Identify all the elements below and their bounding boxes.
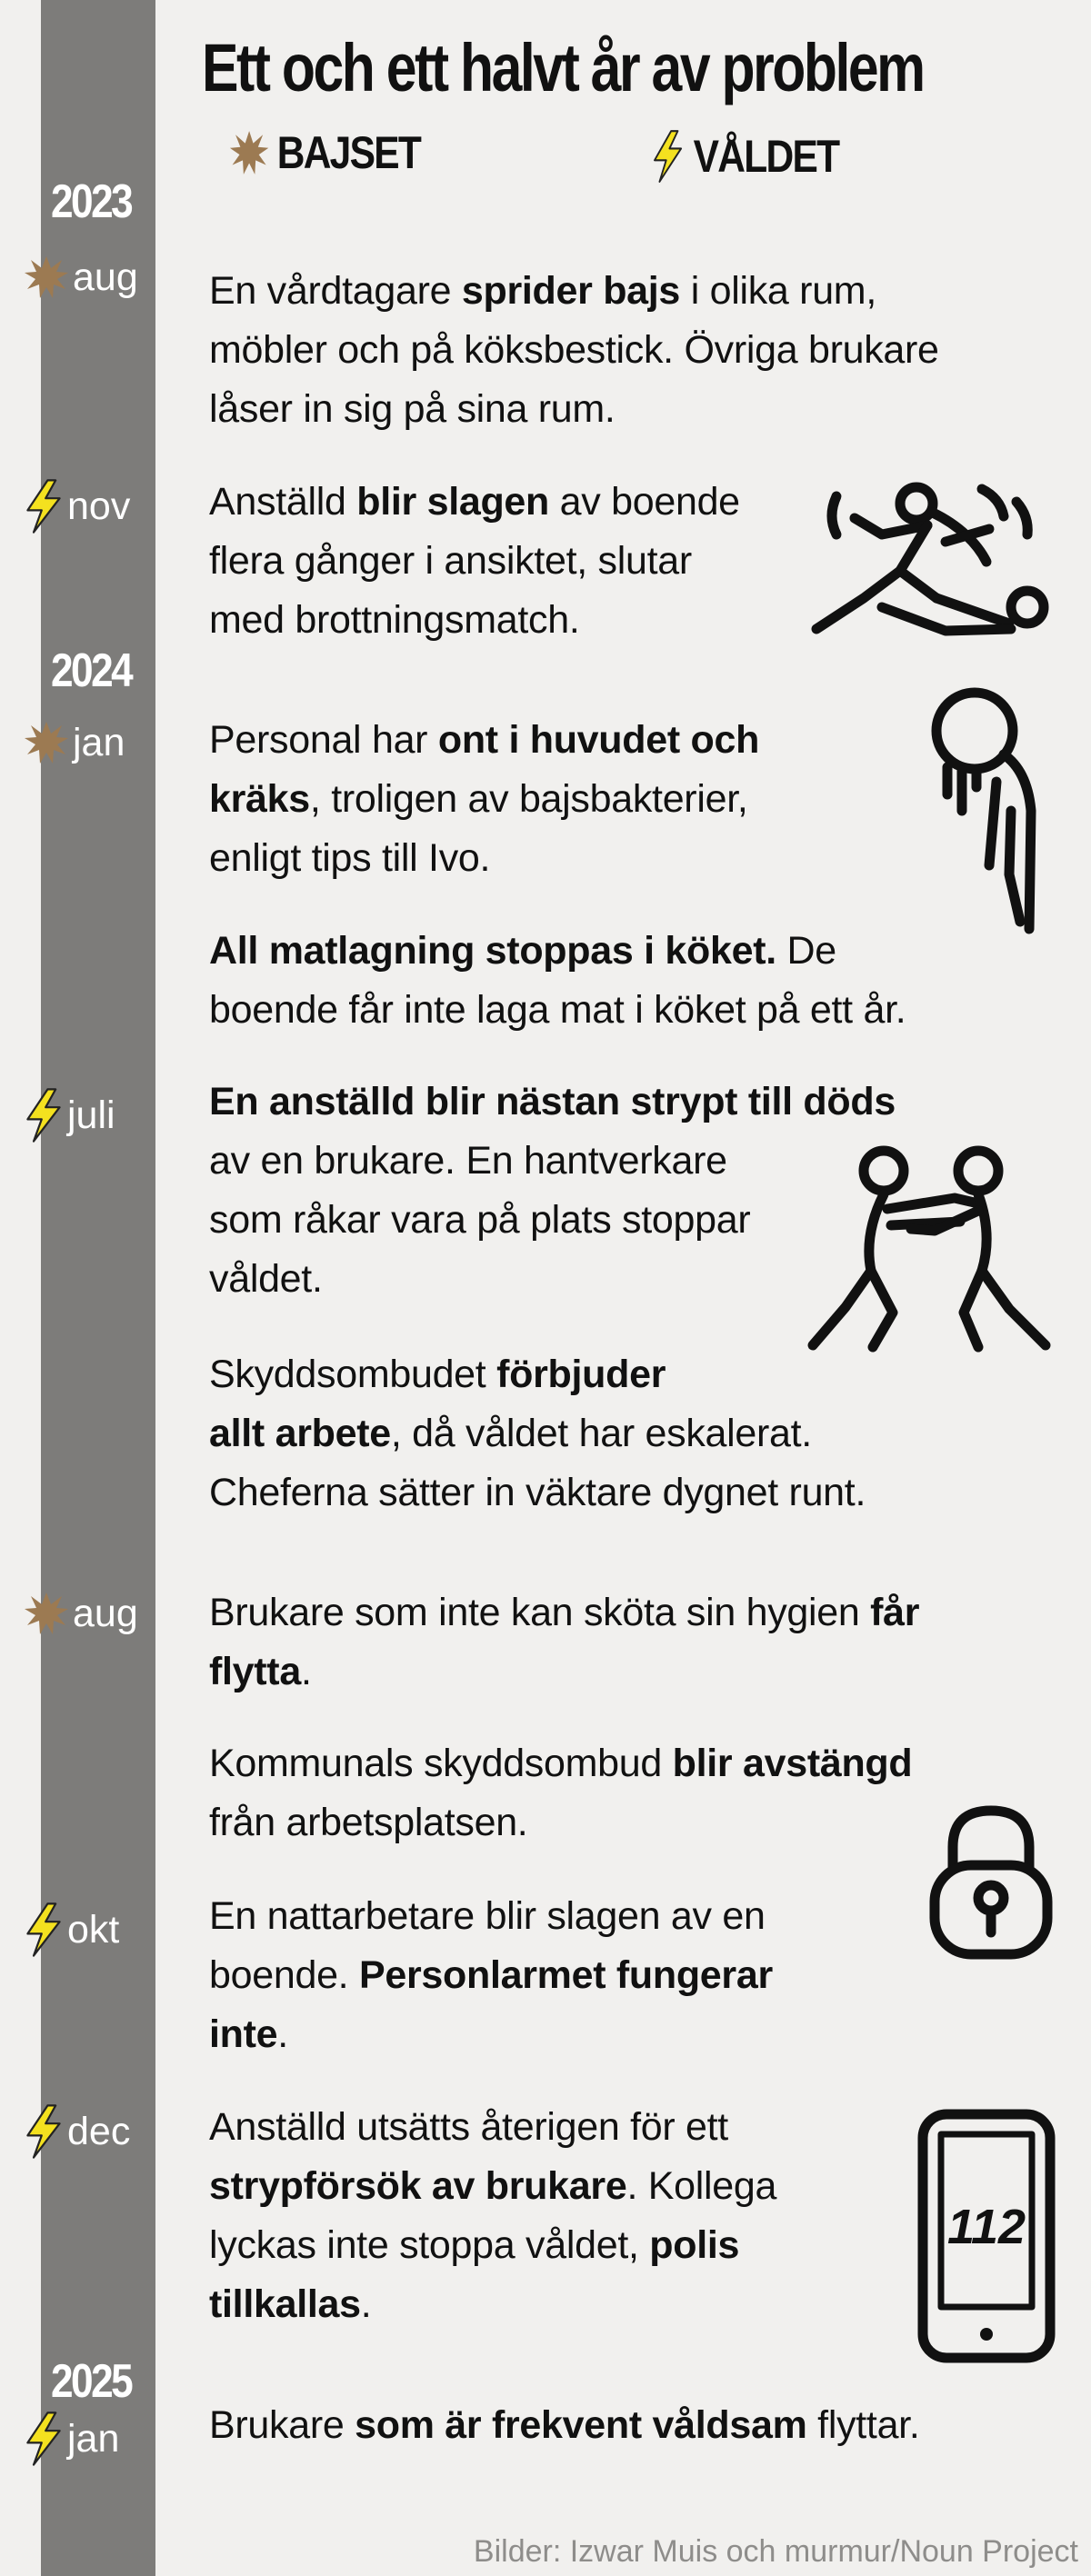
entry-hygiene-move: Brukare som inte kan sköta sin hygien får flytta.	[209, 1591, 920, 1693]
month-label: aug	[73, 255, 138, 299]
fight-icon	[800, 471, 1055, 644]
month-marker-aug-2024	[24, 1591, 138, 1636]
entry-violent-user-moves: Brukare som är frekvent våldsam flyttar.	[209, 2403, 920, 2447]
entry-poop-spread: En vårdtagare sprider bajs i olika rum, möbler och på köksbestick. Övriga brukare låser in sig på sina rum.	[209, 269, 939, 431]
year-2025: 2025	[51, 2355, 132, 2408]
month-label: aug	[73, 1591, 138, 1635]
month-marker-jan-2025	[24, 2411, 119, 2467]
lightning-icon	[24, 2103, 64, 2160]
lightning-icon	[24, 1087, 64, 1143]
phone-number-text: 112	[946, 2200, 1026, 2254]
legend-violence-label: VÅLDET	[693, 131, 839, 182]
poop-splat-icon	[24, 720, 69, 765]
month-marker-dec-2024	[24, 2103, 130, 2160]
legend-poop	[229, 129, 420, 176]
month-label: juli	[67, 1093, 115, 1137]
month-marker-aug-2023	[24, 255, 138, 300]
month-label: nov	[67, 484, 131, 528]
month-label: jan	[67, 2416, 120, 2461]
poop-splat-icon	[229, 129, 269, 176]
image-credit: Bilder: Izwar Muis och murmur/Noun Project	[473, 2534, 1078, 2569]
padlock-icon	[927, 1803, 1055, 1960]
legend-poop-label: BAJSET	[276, 127, 421, 178]
month-marker-okt-2024	[24, 1902, 119, 1958]
page-title: Ett och ett halvt år av problem	[202, 30, 924, 105]
month-marker-nov-2023	[24, 478, 130, 534]
month-label: okt	[67, 1907, 120, 1952]
entry-cooking-stopped: All matlagning stoppas i köket. De boende får inte laga mat i köket på ett år.	[209, 929, 906, 1032]
lightning-icon	[24, 2411, 64, 2467]
year-2024: 2024	[51, 644, 132, 697]
month-marker-jan-2024	[24, 720, 125, 765]
month-marker-juli-2024	[24, 1087, 115, 1143]
phone-icon	[914, 2107, 1059, 2365]
entry-staff-sick: Personal har ont i huvudet och kräks, troligen av bajsbakterier, enligt tips till Ivo.	[209, 718, 760, 880]
entry-night-worker-beaten: En nattarbetare blir slagen av en boende. Personlarmet fungerar inte.	[209, 1894, 773, 2056]
entry-staff-beaten: Anställd blir slagen av boende flera gånger i ansiktet, slutar med brottningsmatch.	[209, 480, 740, 642]
month-label: jan	[73, 720, 125, 764]
lightning-icon	[650, 129, 686, 184]
month-label: dec	[67, 2109, 131, 2153]
lightning-icon	[24, 1902, 64, 1958]
lightning-icon	[24, 478, 64, 534]
sick-person-icon	[920, 684, 1056, 938]
strangle-icon	[800, 1143, 1064, 1354]
timeline-rail	[41, 0, 155, 2576]
poop-splat-icon	[24, 1591, 69, 1636]
poop-splat-icon	[24, 255, 69, 300]
year-2023: 2023	[51, 175, 132, 228]
entry-strangle-attempt: Anställd utsätts återigen för ett strypförsök av brukare. Kollega lyckas inte stoppa våldet, polis tillkallas.	[209, 2105, 777, 2326]
entry-ombud-suspended: Kommunals skyddsombud blir avstängd från arbetsplatsen.	[209, 1742, 913, 1844]
entry-work-banned: Skyddsombudet förbjuder allt arbete, då våldet har eskalerat. Cheferna sätter in väktare dygnet runt.	[209, 1353, 866, 1514]
entry-near-strangled: En anställd blir nästan strypt till döds av en brukare. En hantverkare som råkar vara på plats stoppar våldet.	[209, 1080, 896, 1301]
legend-violence	[650, 129, 838, 184]
